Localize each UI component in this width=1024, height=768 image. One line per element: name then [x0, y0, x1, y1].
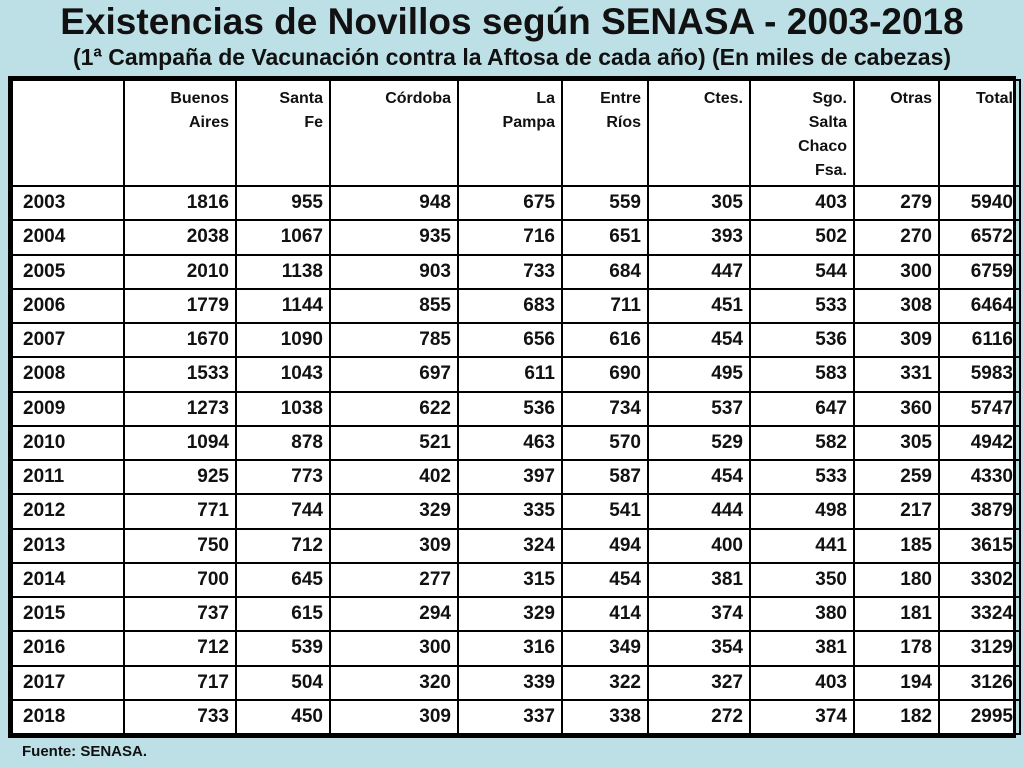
- value-cell: 380: [750, 597, 854, 631]
- value-cell: 279: [854, 186, 939, 220]
- value-cell: 6464: [939, 289, 1020, 323]
- value-cell: 400: [648, 529, 750, 563]
- table-header-row: [12, 80, 1020, 186]
- value-cell: 716: [458, 220, 562, 254]
- value-cell: 2038: [124, 220, 236, 254]
- value-cell: 454: [648, 460, 750, 494]
- value-cell: 308: [854, 289, 939, 323]
- value-cell: 403: [750, 186, 854, 220]
- value-cell: 1038: [236, 392, 330, 426]
- year-cell: 2013: [12, 529, 124, 563]
- value-cell: 354: [648, 631, 750, 665]
- year-cell: 2017: [12, 666, 124, 700]
- value-cell: 403: [750, 666, 854, 700]
- data-table: [11, 79, 1021, 735]
- value-cell: 324: [458, 529, 562, 563]
- value-cell: 381: [750, 631, 854, 665]
- table-row: [12, 186, 1020, 220]
- value-cell: 651: [562, 220, 648, 254]
- value-cell: 690: [562, 357, 648, 391]
- value-cell: 181: [854, 597, 939, 631]
- table-row: [12, 289, 1020, 323]
- value-cell: 684: [562, 255, 648, 289]
- source-note: Fuente: SENASA.: [22, 743, 148, 760]
- value-cell: 504: [236, 666, 330, 700]
- value-cell: 338: [562, 700, 648, 734]
- table-row: [12, 597, 1020, 631]
- value-cell: 335: [458, 494, 562, 528]
- value-cell: 3126: [939, 666, 1020, 700]
- value-cell: 4330: [939, 460, 1020, 494]
- value-cell: 494: [562, 529, 648, 563]
- value-cell: 955: [236, 186, 330, 220]
- value-cell: 294: [330, 597, 458, 631]
- year-cell: 2016: [12, 631, 124, 665]
- column-header: Sgo. Salta Chaco Fsa.: [750, 80, 854, 186]
- value-cell: 2010: [124, 255, 236, 289]
- value-cell: 744: [236, 494, 330, 528]
- value-cell: 6759: [939, 255, 1020, 289]
- value-cell: 3615: [939, 529, 1020, 563]
- value-cell: 712: [236, 529, 330, 563]
- page-subtitle: (1ª Campaña de Vacunación contra la Aftosa de cada año) (En miles de cabezas): [72, 44, 952, 70]
- value-cell: 454: [562, 563, 648, 597]
- value-cell: 717: [124, 666, 236, 700]
- table-row: [12, 255, 1020, 289]
- value-cell: 925: [124, 460, 236, 494]
- column-header: Córdoba: [330, 80, 458, 186]
- value-cell: 414: [562, 597, 648, 631]
- table-row: [12, 357, 1020, 391]
- value-cell: 582: [750, 426, 854, 460]
- value-cell: 349: [562, 631, 648, 665]
- value-cell: 5940: [939, 186, 1020, 220]
- year-cell: 2014: [12, 563, 124, 597]
- value-cell: 683: [458, 289, 562, 323]
- year-cell: 2005: [12, 255, 124, 289]
- value-cell: 533: [750, 289, 854, 323]
- value-cell: 733: [458, 255, 562, 289]
- value-cell: 360: [854, 392, 939, 426]
- column-header: Ctes.: [648, 80, 750, 186]
- value-cell: 381: [648, 563, 750, 597]
- value-cell: 948: [330, 186, 458, 220]
- value-cell: 1779: [124, 289, 236, 323]
- value-cell: 771: [124, 494, 236, 528]
- column-header: La Pampa: [458, 80, 562, 186]
- value-cell: 878: [236, 426, 330, 460]
- value-cell: 559: [562, 186, 648, 220]
- value-cell: 537: [648, 392, 750, 426]
- year-cell: 2007: [12, 323, 124, 357]
- value-cell: 700: [124, 563, 236, 597]
- value-cell: 495: [648, 357, 750, 391]
- value-cell: 1094: [124, 426, 236, 460]
- value-cell: 615: [236, 597, 330, 631]
- value-cell: 305: [854, 426, 939, 460]
- value-cell: 320: [330, 666, 458, 700]
- value-cell: 309: [854, 323, 939, 357]
- year-cell: 2003: [12, 186, 124, 220]
- value-cell: 3129: [939, 631, 1020, 665]
- value-cell: 541: [562, 494, 648, 528]
- value-cell: 3324: [939, 597, 1020, 631]
- value-cell: 393: [648, 220, 750, 254]
- table-row: [12, 666, 1020, 700]
- value-cell: 270: [854, 220, 939, 254]
- value-cell: 773: [236, 460, 330, 494]
- value-cell: 750: [124, 529, 236, 563]
- value-cell: 374: [648, 597, 750, 631]
- value-cell: 903: [330, 255, 458, 289]
- value-cell: 331: [854, 357, 939, 391]
- page-title: Existencias de Novillos según SENASA - 2003-2018: [60, 1, 964, 42]
- value-cell: 533: [750, 460, 854, 494]
- value-cell: 259: [854, 460, 939, 494]
- year-cell: 2004: [12, 220, 124, 254]
- value-cell: 622: [330, 392, 458, 426]
- value-cell: 587: [562, 460, 648, 494]
- value-cell: 1670: [124, 323, 236, 357]
- value-cell: 300: [330, 631, 458, 665]
- value-cell: 616: [562, 323, 648, 357]
- value-cell: 272: [648, 700, 750, 734]
- column-header: Buenos Aires: [124, 80, 236, 186]
- value-cell: 5983: [939, 357, 1020, 391]
- column-header: Santa Fe: [236, 80, 330, 186]
- column-header: Total: [939, 80, 1020, 186]
- value-cell: 339: [458, 666, 562, 700]
- table-row: [12, 460, 1020, 494]
- value-cell: 1138: [236, 255, 330, 289]
- value-cell: 570: [562, 426, 648, 460]
- value-cell: 180: [854, 563, 939, 597]
- table-row: [12, 529, 1020, 563]
- value-cell: 645: [236, 563, 330, 597]
- value-cell: 327: [648, 666, 750, 700]
- table-row: [12, 631, 1020, 665]
- year-cell: 2010: [12, 426, 124, 460]
- value-cell: 178: [854, 631, 939, 665]
- value-cell: 450: [236, 700, 330, 734]
- value-cell: 337: [458, 700, 562, 734]
- value-cell: 322: [562, 666, 648, 700]
- value-cell: 711: [562, 289, 648, 323]
- value-cell: 329: [458, 597, 562, 631]
- value-cell: 444: [648, 494, 750, 528]
- table-row: [12, 392, 1020, 426]
- year-cell: 2018: [12, 700, 124, 734]
- value-cell: 583: [750, 357, 854, 391]
- value-cell: 1090: [236, 323, 330, 357]
- value-cell: 3302: [939, 563, 1020, 597]
- value-cell: 656: [458, 323, 562, 357]
- value-cell: 498: [750, 494, 854, 528]
- table-body: [12, 186, 1020, 734]
- year-cell: 2006: [12, 289, 124, 323]
- table-row: [12, 563, 1020, 597]
- value-cell: 454: [648, 323, 750, 357]
- value-cell: 737: [124, 597, 236, 631]
- value-cell: 194: [854, 666, 939, 700]
- value-cell: 733: [124, 700, 236, 734]
- value-cell: 697: [330, 357, 458, 391]
- value-cell: 316: [458, 631, 562, 665]
- value-cell: 300: [854, 255, 939, 289]
- value-cell: 4942: [939, 426, 1020, 460]
- value-cell: 374: [750, 700, 854, 734]
- value-cell: 855: [330, 289, 458, 323]
- value-cell: 935: [330, 220, 458, 254]
- value-cell: 1067: [236, 220, 330, 254]
- value-cell: 309: [330, 700, 458, 734]
- value-cell: 712: [124, 631, 236, 665]
- value-cell: 1533: [124, 357, 236, 391]
- value-cell: 1816: [124, 186, 236, 220]
- value-cell: 329: [330, 494, 458, 528]
- value-cell: 305: [648, 186, 750, 220]
- column-header: Otras: [854, 80, 939, 186]
- value-cell: 397: [458, 460, 562, 494]
- value-cell: 502: [750, 220, 854, 254]
- value-cell: 447: [648, 255, 750, 289]
- value-cell: 1144: [236, 289, 330, 323]
- table-row: [12, 700, 1020, 734]
- value-cell: 6116: [939, 323, 1020, 357]
- value-cell: 5747: [939, 392, 1020, 426]
- year-cell: 2015: [12, 597, 124, 631]
- value-cell: 536: [458, 392, 562, 426]
- value-cell: 647: [750, 392, 854, 426]
- value-cell: 539: [236, 631, 330, 665]
- value-cell: 309: [330, 529, 458, 563]
- value-cell: 463: [458, 426, 562, 460]
- value-cell: 1273: [124, 392, 236, 426]
- year-cell: 2008: [12, 357, 124, 391]
- value-cell: 536: [750, 323, 854, 357]
- value-cell: 315: [458, 563, 562, 597]
- value-cell: 675: [458, 186, 562, 220]
- value-cell: 544: [750, 255, 854, 289]
- value-cell: 277: [330, 563, 458, 597]
- year-cell: 2011: [12, 460, 124, 494]
- value-cell: 734: [562, 392, 648, 426]
- value-cell: 182: [854, 700, 939, 734]
- value-cell: 451: [648, 289, 750, 323]
- value-cell: 402: [330, 460, 458, 494]
- value-cell: 1043: [236, 357, 330, 391]
- column-header: [12, 80, 124, 186]
- table-row: [12, 426, 1020, 460]
- data-table-container: [8, 76, 1016, 738]
- value-cell: 611: [458, 357, 562, 391]
- table-row: [12, 220, 1020, 254]
- value-cell: 785: [330, 323, 458, 357]
- value-cell: 441: [750, 529, 854, 563]
- value-cell: 529: [648, 426, 750, 460]
- value-cell: 217: [854, 494, 939, 528]
- value-cell: 6572: [939, 220, 1020, 254]
- value-cell: 521: [330, 426, 458, 460]
- column-header: Entre Ríos: [562, 80, 648, 186]
- table-row: [12, 323, 1020, 357]
- year-cell: 2009: [12, 392, 124, 426]
- value-cell: 350: [750, 563, 854, 597]
- year-cell: 2012: [12, 494, 124, 528]
- table-row: [12, 494, 1020, 528]
- value-cell: 185: [854, 529, 939, 563]
- value-cell: 3879: [939, 494, 1020, 528]
- value-cell: 2995: [939, 700, 1020, 734]
